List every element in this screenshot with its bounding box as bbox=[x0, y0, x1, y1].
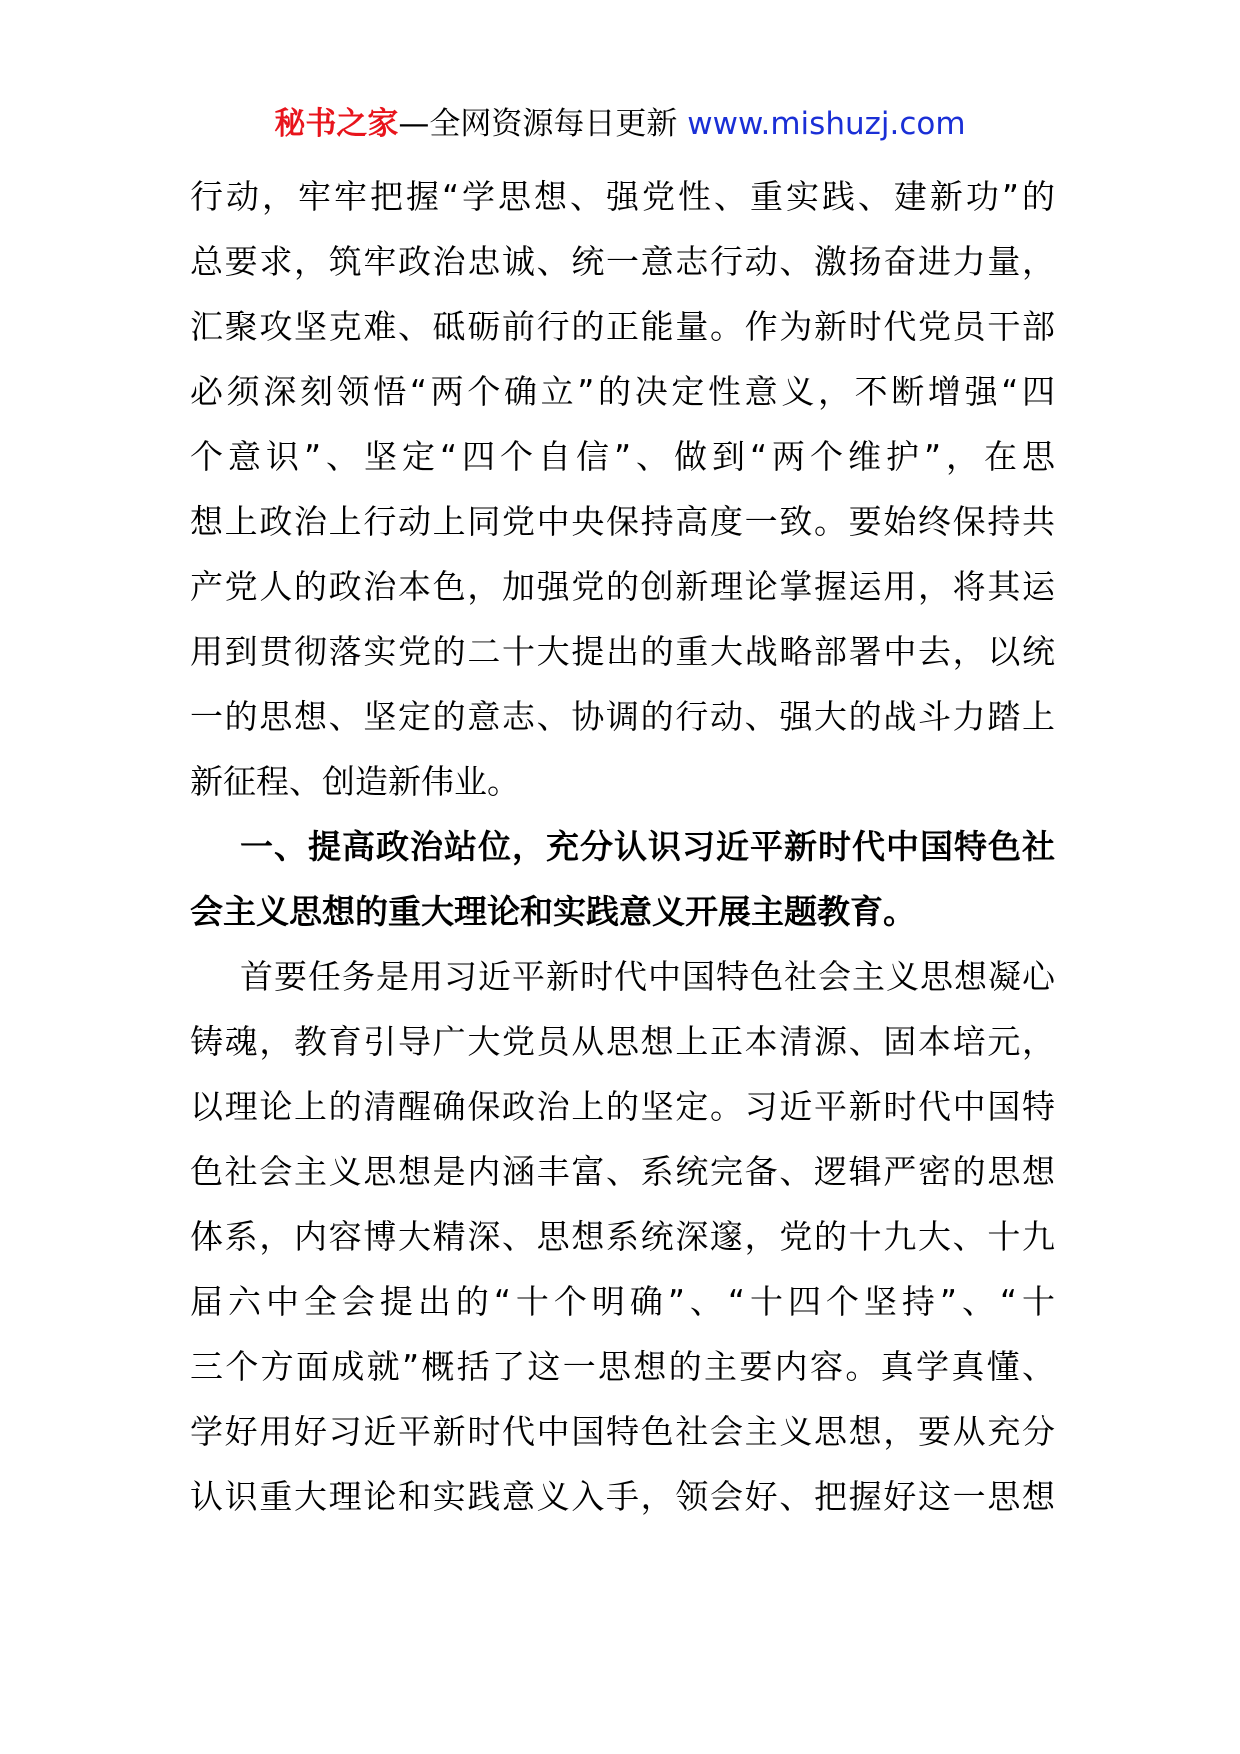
text-line: 必须深刻领悟“两个确立”的决定性意义，不断增强“四 bbox=[190, 372, 1055, 411]
brand-name: 秘书之家 bbox=[274, 106, 399, 142]
heading-line: 一、提高政治站位，充分认识习近平新时代中国特色社 bbox=[240, 827, 1055, 866]
text-line: 学好用好习近平新时代中国特色社会主义思想，要从充分 bbox=[190, 1412, 1055, 1451]
text-line: 铸魂，教育引导广大党员从思想上正本清源、固本培元， bbox=[190, 1022, 1055, 1061]
text-line: 想上政治上行动上同党中央保持高度一致。要始终保持共 bbox=[190, 502, 1055, 541]
heading-line: 会主义思想的重大理论和实践意义开展主题教育。 bbox=[190, 892, 916, 931]
text-line: 三个方面成就”概括了这一思想的主要内容。真学真懂、 bbox=[190, 1347, 1055, 1386]
text-line: 认识重大理论和实践意义入手，领会好、把握好这一思想 bbox=[190, 1477, 1055, 1516]
header-tagline: —全网资源每日更新 bbox=[398, 106, 678, 142]
text-line: 总要求，筑牢政治忠诚、统一意志行动、激扬奋进力量， bbox=[190, 242, 1055, 281]
text-line: 以理论上的清醒确保政治上的坚定。习近平新时代中国特 bbox=[190, 1087, 1055, 1126]
text-line: 行动，牢牢把握“学思想、强党性、重实践、建新功”的 bbox=[190, 177, 1055, 216]
paragraph-1 bbox=[190, 164, 1055, 814]
page-header bbox=[0, 100, 1240, 148]
text-line: 首要任务是用习近平新时代中国特色社会主义思想凝心 bbox=[240, 957, 1055, 996]
header-url-link[interactable]: www.mishuzj.com bbox=[687, 106, 966, 142]
text-line: 体系，内容博大精深、思想系统深邃，党的十九大、十九 bbox=[190, 1217, 1055, 1256]
document-body bbox=[190, 164, 1055, 1529]
text-line: 汇聚攻坚克难、砥砺前行的正能量。作为新时代党员干部 bbox=[190, 307, 1055, 346]
text-line: 产党人的政治本色，加强党的创新理论掌握运用，将其运 bbox=[190, 567, 1055, 606]
text-line: 届六中全会提出的“十个明确”、“十四个坚持”、“十 bbox=[190, 1282, 1055, 1321]
text-line: 新征程、创造新伟业。 bbox=[190, 762, 520, 801]
text-line: 一的思想、坚定的意志、协调的行动、强大的战斗力踏上 bbox=[190, 697, 1055, 736]
text-line: 用到贯彻落实党的二十大提出的重大战略部署中去，以统 bbox=[190, 632, 1055, 671]
text-line: 色社会主义思想是内涵丰富、系统完备、逻辑严密的思想 bbox=[190, 1152, 1055, 1191]
text-line: 个意识”、坚定“四个自信”、做到“两个维护”，在思 bbox=[190, 437, 1055, 476]
paragraph-2 bbox=[190, 944, 1055, 1529]
section-heading-1 bbox=[190, 814, 1055, 944]
